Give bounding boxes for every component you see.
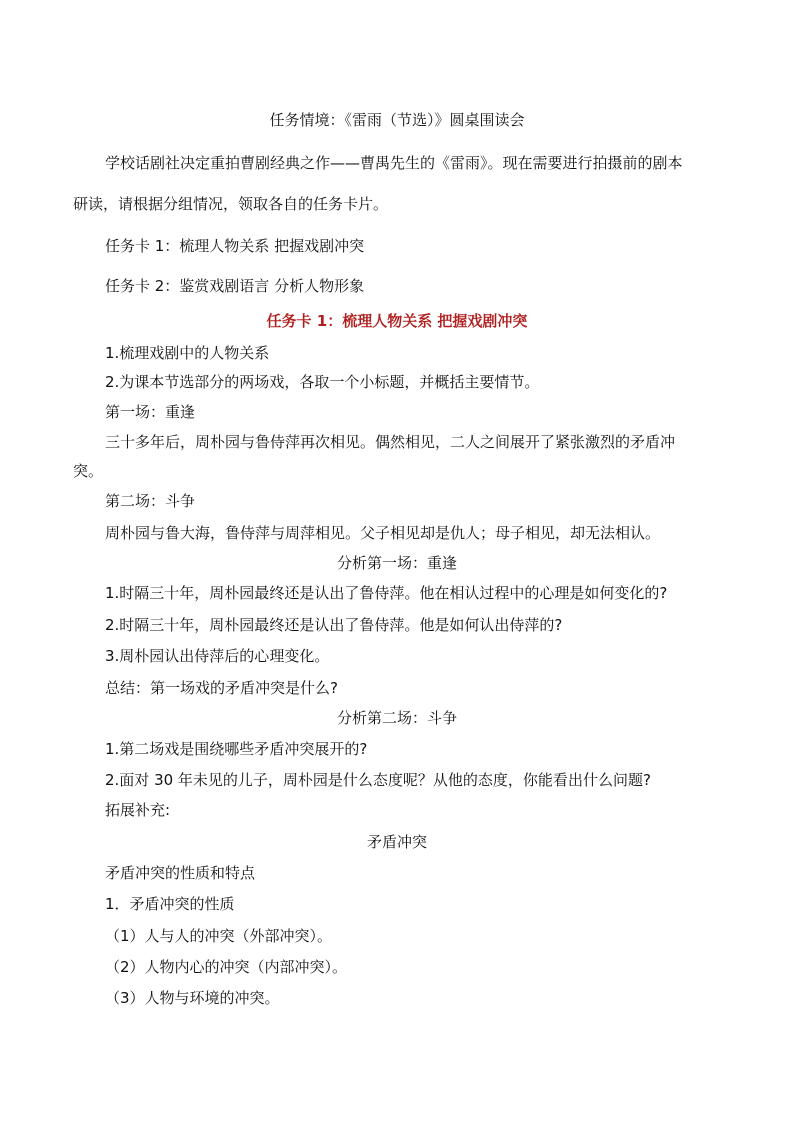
body-line: 3.周朴园认出侍萍后的心理变化。 — [105, 647, 330, 665]
body-line: 矛盾冲突的性质和特点 — [105, 864, 256, 882]
body-line: 1.时隔三十年，周朴园最终还是认出了鲁侍萍。他在相认过程中的心理是如何变化的? — [105, 584, 668, 602]
body-line: 第一场：重逢 — [105, 403, 196, 421]
body-line: 突。 — [73, 462, 104, 480]
body-line: 三十多年后，周朴园与鲁侍萍再次相见。偶然相见，二人之间展开了紧张激烈的矛盾冲 — [105, 433, 676, 451]
subsection-title: 分析第一场：重逢 — [336, 554, 457, 572]
intro-line-1: 学校话剧社决定重拍曹剧经典之作——曹禺先生的《雷雨》。现在需要进行拍摄前的剧本 — [105, 154, 683, 172]
body-line: 1.第二场戏是围绕哪些矛盾冲突展开的? — [105, 740, 368, 758]
body-line: （2）人物内心的冲突（内部冲突）。 — [105, 958, 348, 976]
body-line: 2.为课本节选部分的两场戏，各取一个小标题，并概括主要情节。 — [105, 373, 540, 391]
body-line: 2.时隔三十年，周朴园最终还是认出了鲁侍萍。他是如何认出侍萍的? — [105, 616, 563, 634]
task-card-1: 任务卡 1：梳理人物关系 把握戏剧冲突 — [105, 237, 365, 255]
body-line: 第二场：斗争 — [105, 492, 196, 510]
page-title: 任务情境：《雷雨（节选）》圆桌围读会 — [269, 111, 525, 129]
subsection-title: 分析第二场：斗争 — [336, 709, 457, 727]
body-line: （1）人与人的冲突（外部冲突）。 — [105, 927, 333, 945]
body-line: 周朴园与鲁大海，鲁侍萍与周萍相见。父子相见却是仇人；母子相见，却无法相认。 — [105, 524, 661, 542]
subsection-title: 矛盾冲突 — [366, 833, 427, 851]
body-line: 1．矛盾冲突的性质 — [105, 895, 235, 913]
body-line: 1.梳理戏剧中的人物关系 — [105, 344, 270, 362]
body-line: 拓展补充: — [105, 801, 171, 819]
task-card-2: 任务卡 2：鉴赏戏剧语言 分析人物形象 — [105, 277, 365, 295]
body-line: 2.面对 30 年未见的儿子，周朴园是什么态度呢？从他的态度，你能看出什么问题? — [105, 771, 651, 789]
body-line: （3）人物与环境的冲突。 — [105, 989, 280, 1007]
section-title: 任务卡 1：梳理人物关系 把握戏剧冲突 — [266, 312, 528, 330]
body-line: 总结：第一场戏的矛盾冲突是什么? — [105, 679, 338, 697]
intro-line-2: 研读，请根据分组情况，领取各自的任务卡片。 — [73, 195, 389, 213]
